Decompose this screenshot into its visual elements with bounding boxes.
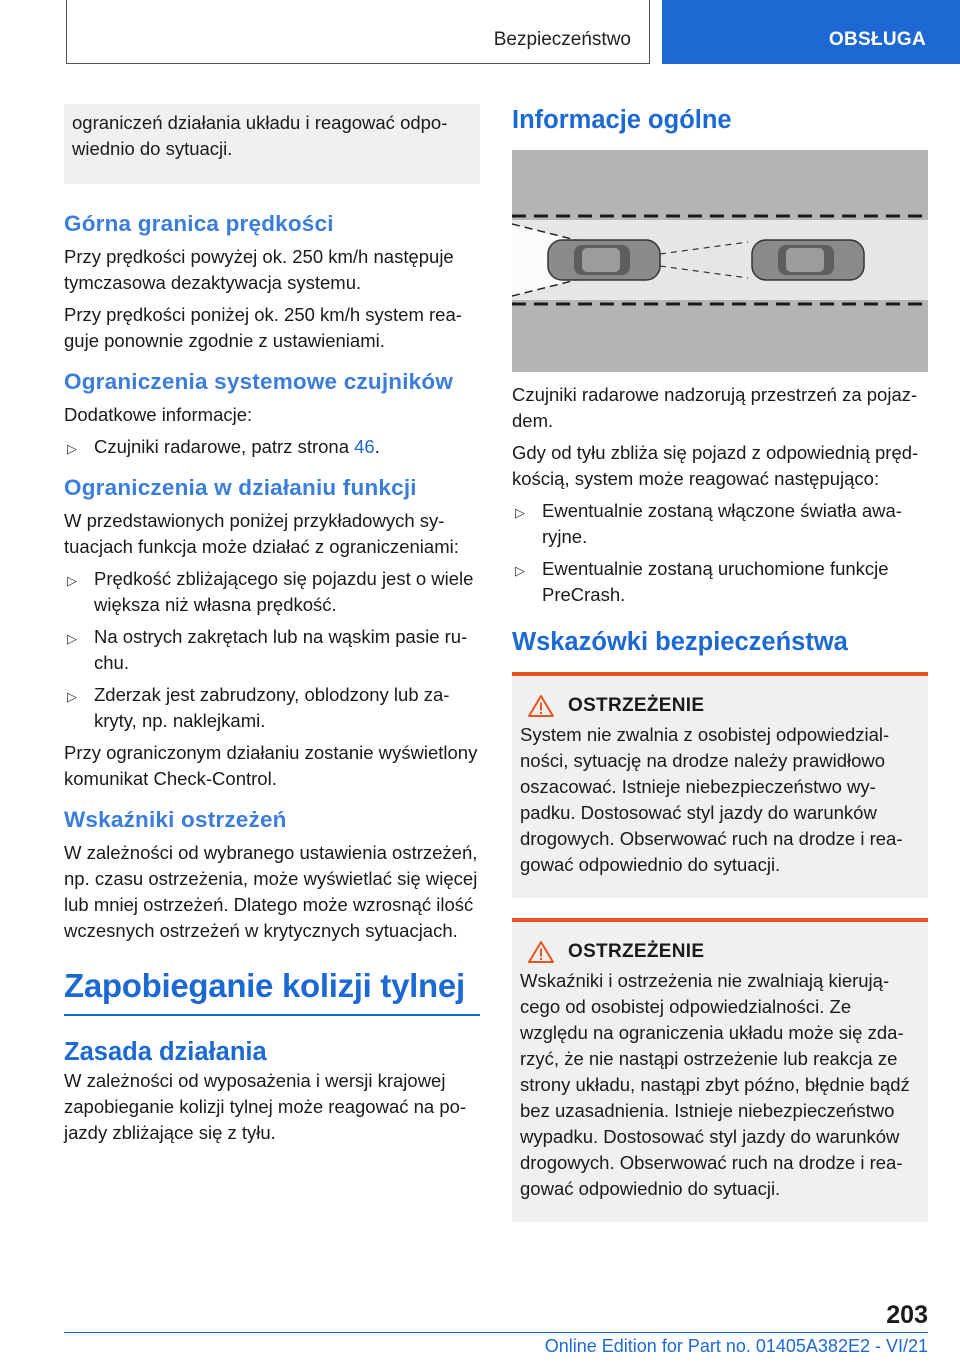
- list-item-text: Prędkość zbliżającego się pojazdu jest o wiele większa niż własna prędkość.: [94, 568, 474, 615]
- car-icon: [752, 240, 864, 280]
- heading-speed-limit: Górna granica prędkości: [64, 211, 334, 236]
- list-item-text: Zderzak jest zabrudzony, oblodzony lub zakryty, np. naklejkami.: [94, 684, 450, 731]
- sensor-item-end: .: [374, 436, 380, 457]
- sensor-item-text: Czujniki radarowe, patrz strona: [94, 436, 355, 457]
- header-chapter-label: OBSŁUGA: [828, 29, 926, 50]
- heading-safety: Wskazówki bezpieczeństwa: [512, 628, 848, 656]
- header-section-box: [66, 0, 650, 64]
- warning-text: System nie zwalnia z osobistej odpowiedzialności, sytuację na drodze należy prawidłowo oszacować. Istnieje niebezpieczeństwo wypadku. Dostosować styl jazdy do warunków drogowych. Obserwować ruch na drodze i reagować odpowiednio do sytuacji.: [520, 724, 903, 875]
- header-chapter-tab[interactable]: [662, 0, 960, 64]
- warning-box-1: [512, 672, 928, 898]
- right-column: [512, 104, 928, 1232]
- list-item: [512, 498, 928, 550]
- speed-paragraph-1: Przy prędkości powyżej ok. 250 km/h następuje tymczasowa dezaktywacja systemu.: [64, 246, 454, 293]
- continuation-text: ograniczeń działania układu i reagować odpowiednio do sytuacji.: [72, 112, 448, 159]
- triangle-right-icon: ▷: [515, 563, 525, 578]
- car-icon: [548, 240, 660, 280]
- heading-warning-indicators: Wskaźniki ostrzeżeń: [64, 807, 287, 832]
- footer-rule: [64, 1332, 928, 1333]
- warning-box-2: [512, 918, 928, 1222]
- list-item-text: Ewentualnie zostaną włączone światła awaryjne.: [542, 500, 902, 547]
- triangle-right-icon: ▷: [67, 573, 77, 588]
- reaction-list: [512, 498, 928, 608]
- warning-triangle-icon: [528, 940, 554, 964]
- warning-triangle-icon: [528, 694, 554, 718]
- heading-sensor-limits: Ograniczenia systemowe czujników: [64, 369, 454, 394]
- function-paragraph: W przedstawionych poniżej przykładowych sytuacjach funkcja może działać z ograniczeniami:: [64, 510, 459, 557]
- continuation-box: [64, 104, 480, 184]
- header-section-title: Bezpieczeństwo: [493, 29, 631, 50]
- warning-indicators-paragraph: W zależności od wybranego ustawienia ostrzeżeń, np. czasu ostrzeżenia, może wyświetlać się więcej lub mniej ostrzeżeń. Dlatego może wzrosnąć ilość wczesnych ostrzeżeń w krytycznych sytuacjach.: [64, 842, 478, 941]
- footer-edition-text: Online Edition for Part no. 01405A382E2 - VI/21: [544, 1336, 928, 1356]
- page-reference-link[interactable]: 46: [354, 436, 375, 457]
- list-item: [512, 556, 928, 608]
- list-item: [64, 682, 480, 734]
- heading-principle: Zasada działania: [64, 1038, 267, 1066]
- warning-title: OSTRZEŻENIE: [568, 695, 705, 716]
- heading-function-limits: Ograniczenia w działaniu funkcji: [64, 475, 417, 500]
- warning-header: [520, 940, 920, 964]
- caption-paragraph-2: Gdy od tyłu zbliża się pojazd z odpowiednią prędkością, system może reagować następująco:: [512, 442, 919, 489]
- chapter-heading-block: [64, 966, 480, 1016]
- list-item: [64, 434, 480, 460]
- list-item: [64, 566, 480, 618]
- caption-paragraph-1: Czujniki radarowe nadzorują przestrzeń za pojazdem.: [512, 384, 918, 431]
- warning-header: [520, 694, 920, 718]
- list-item: [64, 624, 480, 676]
- function-list: [64, 566, 480, 734]
- left-column: [64, 104, 480, 1152]
- triangle-right-icon: ▷: [67, 441, 77, 456]
- radar-illustration: [512, 150, 928, 372]
- page-number: 203: [886, 1301, 928, 1329]
- warning-text: Wskaźniki i ostrzeżenia nie zwalniają kierującego od osobistej odpowiedzialności. Ze względu na ograniczenia układu może się zdarzyć, że nie nastąpi ostrzeżenie lub reakcja ze strony układu, nastąpi zbyt późno, błędnie bądź bez uzasadnienia. Istnieje niebezpieczeństwo wypadku. Dostosować styl jazdy do warunków drogowych. Obserwować ruch na drodze i reagować odpowiednio do sytuacji.: [520, 970, 910, 1199]
- triangle-right-icon: ▷: [67, 689, 77, 704]
- list-item-text: Ewentualnie zostaną uruchomione funkcje PreCrash.: [542, 558, 889, 605]
- warning-title: OSTRZEŻENIE: [568, 941, 705, 962]
- sensor-list: [64, 434, 480, 460]
- radar-illustration-svg: [512, 150, 928, 372]
- heading-general-info: Informacje ogólne: [512, 106, 732, 134]
- function-end-paragraph: Przy ograniczonym działaniu zostanie wyświetlony komunikat Check-Control.: [64, 742, 478, 789]
- chapter-heading: Zapobieganie kolizji tylnej: [64, 967, 465, 1004]
- sensor-paragraph: Dodatkowe informacje:: [64, 404, 253, 425]
- principle-paragraph: W zależności od wyposażenia i wersji krajowej zapobieganie kolizji tylnej może reagować na pojazdy zbliżające się z tyłu.: [64, 1070, 467, 1143]
- list-item-text: Na ostrych zakrętach lub na wąskim pasie ruchu.: [94, 626, 468, 673]
- speed-paragraph-2: Przy prędkości poniżej ok. 250 km/h system reaguje ponownie zgodnie z ustawieniami.: [64, 304, 462, 351]
- triangle-right-icon: ▷: [67, 631, 77, 646]
- triangle-right-icon: ▷: [515, 505, 525, 520]
